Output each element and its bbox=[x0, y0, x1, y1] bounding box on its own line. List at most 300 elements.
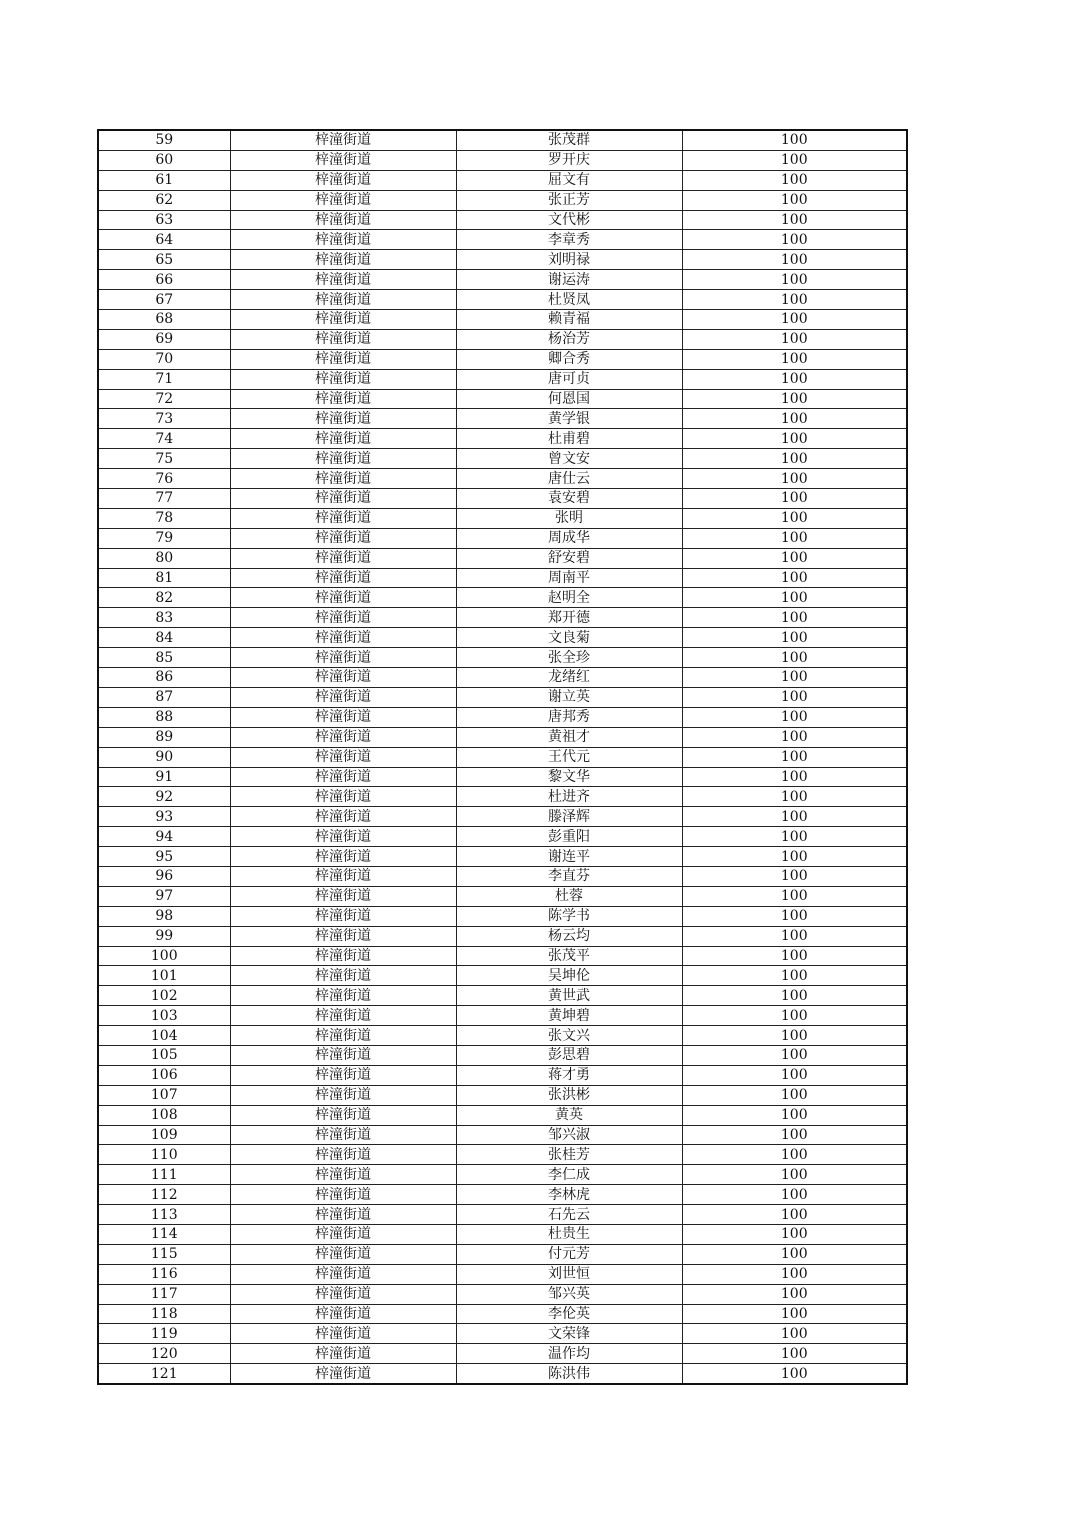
row-number-cell: 81 bbox=[98, 568, 230, 588]
name-cell: 张茂群 bbox=[456, 130, 682, 150]
street-cell: 梓潼街道 bbox=[230, 1264, 456, 1284]
amount-cell: 100 bbox=[682, 349, 907, 369]
table-row bbox=[98, 489, 907, 509]
name-cell: 张文兴 bbox=[456, 1026, 682, 1046]
table-row bbox=[98, 926, 907, 946]
row-number-cell: 93 bbox=[98, 807, 230, 827]
table-row bbox=[98, 290, 907, 310]
street-cell: 梓潼街道 bbox=[230, 548, 456, 568]
name-cell: 张全珍 bbox=[456, 648, 682, 668]
row-number-cell: 89 bbox=[98, 727, 230, 747]
table-row bbox=[98, 1165, 907, 1185]
amount-cell: 100 bbox=[682, 966, 907, 986]
table-row bbox=[98, 707, 907, 727]
table-row bbox=[98, 1224, 907, 1244]
name-cell: 文良菊 bbox=[456, 628, 682, 648]
amount-cell: 100 bbox=[682, 250, 907, 270]
table-row bbox=[98, 369, 907, 389]
name-cell: 杜甫碧 bbox=[456, 429, 682, 449]
street-cell: 梓潼街道 bbox=[230, 588, 456, 608]
name-cell: 李林虎 bbox=[456, 1185, 682, 1205]
name-cell: 李直芬 bbox=[456, 866, 682, 886]
row-number-cell: 68 bbox=[98, 310, 230, 330]
street-cell: 梓潼街道 bbox=[230, 150, 456, 170]
street-cell: 梓潼街道 bbox=[230, 886, 456, 906]
table-body bbox=[98, 130, 907, 1384]
row-number-cell: 112 bbox=[98, 1185, 230, 1205]
name-cell: 彭思碧 bbox=[456, 1045, 682, 1065]
street-cell: 梓潼街道 bbox=[230, 130, 456, 150]
name-cell: 彭重阳 bbox=[456, 827, 682, 847]
table-row bbox=[98, 409, 907, 429]
table-row bbox=[98, 1026, 907, 1046]
name-cell: 文代彬 bbox=[456, 210, 682, 230]
name-cell: 谢连平 bbox=[456, 847, 682, 867]
name-cell: 黄英 bbox=[456, 1105, 682, 1125]
name-cell: 吴坤伦 bbox=[456, 966, 682, 986]
amount-cell: 100 bbox=[682, 1085, 907, 1105]
street-cell: 梓潼街道 bbox=[230, 1125, 456, 1145]
table-row bbox=[98, 687, 907, 707]
street-cell: 梓潼街道 bbox=[230, 1105, 456, 1125]
street-cell: 梓潼街道 bbox=[230, 190, 456, 210]
name-cell: 付元芳 bbox=[456, 1244, 682, 1264]
row-number-cell: 116 bbox=[98, 1264, 230, 1284]
street-cell: 梓潼街道 bbox=[230, 787, 456, 807]
amount-cell: 100 bbox=[682, 1026, 907, 1046]
table-row bbox=[98, 847, 907, 867]
name-cell: 李伦英 bbox=[456, 1304, 682, 1324]
name-cell: 屈文有 bbox=[456, 170, 682, 190]
amount-cell: 100 bbox=[682, 727, 907, 747]
name-cell: 郑开德 bbox=[456, 608, 682, 628]
name-cell: 黄学银 bbox=[456, 409, 682, 429]
table-row bbox=[98, 648, 907, 668]
amount-cell: 100 bbox=[682, 508, 907, 528]
name-cell: 陈学书 bbox=[456, 906, 682, 926]
row-number-cell: 119 bbox=[98, 1324, 230, 1344]
amount-cell: 100 bbox=[682, 449, 907, 469]
amount-cell: 100 bbox=[682, 130, 907, 150]
name-cell: 杨云均 bbox=[456, 926, 682, 946]
row-number-cell: 60 bbox=[98, 150, 230, 170]
table-row bbox=[98, 1264, 907, 1284]
name-cell: 邹兴淑 bbox=[456, 1125, 682, 1145]
street-cell: 梓潼街道 bbox=[230, 847, 456, 867]
row-number-cell: 118 bbox=[98, 1304, 230, 1324]
amount-cell: 100 bbox=[682, 847, 907, 867]
amount-cell: 100 bbox=[682, 747, 907, 767]
amount-cell: 100 bbox=[682, 1165, 907, 1185]
table-row bbox=[98, 230, 907, 250]
row-number-cell: 59 bbox=[98, 130, 230, 150]
street-cell: 梓潼街道 bbox=[230, 926, 456, 946]
street-cell: 梓潼街道 bbox=[230, 1244, 456, 1264]
row-number-cell: 79 bbox=[98, 528, 230, 548]
table-row bbox=[98, 1105, 907, 1125]
amount-cell: 100 bbox=[682, 767, 907, 787]
street-cell: 梓潼街道 bbox=[230, 449, 456, 469]
amount-cell: 100 bbox=[682, 1006, 907, 1026]
table-row bbox=[98, 349, 907, 369]
name-cell: 张明 bbox=[456, 508, 682, 528]
row-number-cell: 97 bbox=[98, 886, 230, 906]
row-number-cell: 121 bbox=[98, 1364, 230, 1384]
amount-cell: 100 bbox=[682, 210, 907, 230]
table-row bbox=[98, 130, 907, 150]
name-cell: 黄世武 bbox=[456, 986, 682, 1006]
amount-cell: 100 bbox=[682, 668, 907, 688]
name-cell: 曾文安 bbox=[456, 449, 682, 469]
amount-cell: 100 bbox=[682, 528, 907, 548]
table-row bbox=[98, 210, 907, 230]
street-cell: 梓潼街道 bbox=[230, 628, 456, 648]
name-cell: 蒋才勇 bbox=[456, 1065, 682, 1085]
street-cell: 梓潼街道 bbox=[230, 270, 456, 290]
table-row bbox=[98, 1045, 907, 1065]
amount-cell: 100 bbox=[682, 1284, 907, 1304]
amount-cell: 100 bbox=[682, 409, 907, 429]
row-number-cell: 62 bbox=[98, 190, 230, 210]
row-number-cell: 78 bbox=[98, 508, 230, 528]
name-cell: 滕泽辉 bbox=[456, 807, 682, 827]
row-number-cell: 88 bbox=[98, 707, 230, 727]
name-cell: 张茂平 bbox=[456, 946, 682, 966]
amount-cell: 100 bbox=[682, 628, 907, 648]
table-row bbox=[98, 469, 907, 489]
table-row bbox=[98, 986, 907, 1006]
table-row bbox=[98, 1065, 907, 1085]
street-cell: 梓潼街道 bbox=[230, 866, 456, 886]
amount-cell: 100 bbox=[682, 807, 907, 827]
street-cell: 梓潼街道 bbox=[230, 329, 456, 349]
table-row bbox=[98, 1284, 907, 1304]
row-number-cell: 109 bbox=[98, 1125, 230, 1145]
row-number-cell: 67 bbox=[98, 290, 230, 310]
name-cell: 杜贤凤 bbox=[456, 290, 682, 310]
table-row bbox=[98, 1085, 907, 1105]
name-cell: 张正芳 bbox=[456, 190, 682, 210]
name-cell: 陈洪伟 bbox=[456, 1364, 682, 1384]
row-number-cell: 87 bbox=[98, 687, 230, 707]
name-cell: 张桂芳 bbox=[456, 1145, 682, 1165]
row-number-cell: 85 bbox=[98, 648, 230, 668]
table-row bbox=[98, 1244, 907, 1264]
amount-cell: 100 bbox=[682, 648, 907, 668]
table-row bbox=[98, 866, 907, 886]
street-cell: 梓潼街道 bbox=[230, 210, 456, 230]
name-cell: 刘世恒 bbox=[456, 1264, 682, 1284]
street-cell: 梓潼街道 bbox=[230, 1165, 456, 1185]
amount-cell: 100 bbox=[682, 906, 907, 926]
row-number-cell: 83 bbox=[98, 608, 230, 628]
row-number-cell: 90 bbox=[98, 747, 230, 767]
street-cell: 梓潼街道 bbox=[230, 946, 456, 966]
row-number-cell: 117 bbox=[98, 1284, 230, 1304]
street-cell: 梓潼街道 bbox=[230, 508, 456, 528]
name-cell: 周成华 bbox=[456, 528, 682, 548]
row-number-cell: 114 bbox=[98, 1224, 230, 1244]
name-cell: 张洪彬 bbox=[456, 1085, 682, 1105]
table-row bbox=[98, 767, 907, 787]
row-number-cell: 107 bbox=[98, 1085, 230, 1105]
table-row bbox=[98, 886, 907, 906]
row-number-cell: 108 bbox=[98, 1105, 230, 1125]
row-number-cell: 104 bbox=[98, 1026, 230, 1046]
table-row bbox=[98, 946, 907, 966]
table-row bbox=[98, 310, 907, 330]
street-cell: 梓潼街道 bbox=[230, 528, 456, 548]
row-number-cell: 74 bbox=[98, 429, 230, 449]
street-cell: 梓潼街道 bbox=[230, 1045, 456, 1065]
row-number-cell: 105 bbox=[98, 1045, 230, 1065]
street-cell: 梓潼街道 bbox=[230, 608, 456, 628]
amount-cell: 100 bbox=[682, 1205, 907, 1225]
name-cell: 李章秀 bbox=[456, 230, 682, 250]
street-cell: 梓潼街道 bbox=[230, 727, 456, 747]
name-cell: 何恩国 bbox=[456, 389, 682, 409]
row-number-cell: 65 bbox=[98, 250, 230, 270]
name-cell: 唐可贞 bbox=[456, 369, 682, 389]
street-cell: 梓潼街道 bbox=[230, 986, 456, 1006]
name-cell: 赵明全 bbox=[456, 588, 682, 608]
row-number-cell: 61 bbox=[98, 170, 230, 190]
street-cell: 梓潼街道 bbox=[230, 648, 456, 668]
street-cell: 梓潼街道 bbox=[230, 906, 456, 926]
amount-cell: 100 bbox=[682, 787, 907, 807]
row-number-cell: 120 bbox=[98, 1344, 230, 1364]
table-row bbox=[98, 1145, 907, 1165]
name-cell: 唐仕云 bbox=[456, 469, 682, 489]
street-cell: 梓潼街道 bbox=[230, 250, 456, 270]
row-number-cell: 110 bbox=[98, 1145, 230, 1165]
row-number-cell: 100 bbox=[98, 946, 230, 966]
table-row bbox=[98, 727, 907, 747]
name-cell: 卿合秀 bbox=[456, 349, 682, 369]
row-number-cell: 113 bbox=[98, 1205, 230, 1225]
table-row bbox=[98, 1185, 907, 1205]
street-cell: 梓潼街道 bbox=[230, 1224, 456, 1244]
table-row bbox=[98, 568, 907, 588]
name-cell: 文荣锋 bbox=[456, 1324, 682, 1344]
street-cell: 梓潼街道 bbox=[230, 389, 456, 409]
table-row bbox=[98, 190, 907, 210]
row-number-cell: 63 bbox=[98, 210, 230, 230]
table-row bbox=[98, 170, 907, 190]
street-cell: 梓潼街道 bbox=[230, 568, 456, 588]
street-cell: 梓潼街道 bbox=[230, 1205, 456, 1225]
name-cell: 杜进齐 bbox=[456, 787, 682, 807]
street-cell: 梓潼街道 bbox=[230, 966, 456, 986]
row-number-cell: 94 bbox=[98, 827, 230, 847]
amount-cell: 100 bbox=[682, 230, 907, 250]
amount-cell: 100 bbox=[682, 1145, 907, 1165]
row-number-cell: 71 bbox=[98, 369, 230, 389]
street-cell: 梓潼街道 bbox=[230, 767, 456, 787]
name-cell: 唐邦秀 bbox=[456, 707, 682, 727]
amount-cell: 100 bbox=[682, 310, 907, 330]
street-cell: 梓潼街道 bbox=[230, 349, 456, 369]
row-number-cell: 75 bbox=[98, 449, 230, 469]
row-number-cell: 115 bbox=[98, 1244, 230, 1264]
row-number-cell: 69 bbox=[98, 329, 230, 349]
row-number-cell: 96 bbox=[98, 866, 230, 886]
amount-cell: 100 bbox=[682, 886, 907, 906]
amount-cell: 100 bbox=[682, 389, 907, 409]
table-row bbox=[98, 1205, 907, 1225]
table-row bbox=[98, 906, 907, 926]
row-number-cell: 80 bbox=[98, 548, 230, 568]
street-cell: 梓潼街道 bbox=[230, 489, 456, 509]
name-cell: 杜蓉 bbox=[456, 886, 682, 906]
amount-cell: 100 bbox=[682, 548, 907, 568]
name-cell: 黄祖才 bbox=[456, 727, 682, 747]
amount-cell: 100 bbox=[682, 1185, 907, 1205]
name-cell: 杜贵生 bbox=[456, 1224, 682, 1244]
street-cell: 梓潼街道 bbox=[230, 687, 456, 707]
amount-cell: 100 bbox=[682, 1324, 907, 1344]
street-cell: 梓潼街道 bbox=[230, 290, 456, 310]
row-number-cell: 73 bbox=[98, 409, 230, 429]
street-cell: 梓潼街道 bbox=[230, 1185, 456, 1205]
amount-cell: 100 bbox=[682, 827, 907, 847]
row-number-cell: 72 bbox=[98, 389, 230, 409]
street-cell: 梓潼街道 bbox=[230, 1026, 456, 1046]
table-row bbox=[98, 668, 907, 688]
amount-cell: 100 bbox=[682, 329, 907, 349]
name-cell: 刘明禄 bbox=[456, 250, 682, 270]
amount-cell: 100 bbox=[682, 1125, 907, 1145]
street-cell: 梓潼街道 bbox=[230, 1145, 456, 1165]
amount-cell: 100 bbox=[682, 866, 907, 886]
street-cell: 梓潼街道 bbox=[230, 707, 456, 727]
amount-cell: 100 bbox=[682, 190, 907, 210]
name-cell: 袁安碧 bbox=[456, 489, 682, 509]
amount-cell: 100 bbox=[682, 608, 907, 628]
name-cell: 石先云 bbox=[456, 1205, 682, 1225]
street-cell: 梓潼街道 bbox=[230, 230, 456, 250]
amount-cell: 100 bbox=[682, 588, 907, 608]
street-cell: 梓潼街道 bbox=[230, 1006, 456, 1026]
table-row bbox=[98, 966, 907, 986]
row-number-cell: 102 bbox=[98, 986, 230, 1006]
amount-cell: 100 bbox=[682, 1244, 907, 1264]
amount-cell: 100 bbox=[682, 707, 907, 727]
street-cell: 梓潼街道 bbox=[230, 469, 456, 489]
street-cell: 梓潼街道 bbox=[230, 807, 456, 827]
table-row bbox=[98, 1006, 907, 1026]
row-number-cell: 70 bbox=[98, 349, 230, 369]
name-cell: 黄坤碧 bbox=[456, 1006, 682, 1026]
street-cell: 梓潼街道 bbox=[230, 1324, 456, 1344]
amount-cell: 100 bbox=[682, 946, 907, 966]
amount-cell: 100 bbox=[682, 170, 907, 190]
street-cell: 梓潼街道 bbox=[230, 409, 456, 429]
amount-cell: 100 bbox=[682, 926, 907, 946]
amount-cell: 100 bbox=[682, 568, 907, 588]
name-cell: 罗开庆 bbox=[456, 150, 682, 170]
table-row bbox=[98, 548, 907, 568]
row-number-cell: 91 bbox=[98, 767, 230, 787]
row-number-cell: 92 bbox=[98, 787, 230, 807]
table-row bbox=[98, 270, 907, 290]
row-number-cell: 101 bbox=[98, 966, 230, 986]
row-number-cell: 76 bbox=[98, 469, 230, 489]
amount-cell: 100 bbox=[682, 290, 907, 310]
row-number-cell: 86 bbox=[98, 668, 230, 688]
amount-cell: 100 bbox=[682, 270, 907, 290]
data-table bbox=[97, 129, 908, 1385]
table-row bbox=[98, 150, 907, 170]
street-cell: 梓潼街道 bbox=[230, 1344, 456, 1364]
table-row bbox=[98, 449, 907, 469]
name-cell: 周南平 bbox=[456, 568, 682, 588]
street-cell: 梓潼街道 bbox=[230, 747, 456, 767]
amount-cell: 100 bbox=[682, 1344, 907, 1364]
street-cell: 梓潼街道 bbox=[230, 310, 456, 330]
table-row bbox=[98, 807, 907, 827]
row-number-cell: 64 bbox=[98, 230, 230, 250]
row-number-cell: 77 bbox=[98, 489, 230, 509]
street-cell: 梓潼街道 bbox=[230, 1364, 456, 1384]
street-cell: 梓潼街道 bbox=[230, 170, 456, 190]
name-cell: 龙绪红 bbox=[456, 668, 682, 688]
amount-cell: 100 bbox=[682, 369, 907, 389]
street-cell: 梓潼街道 bbox=[230, 1284, 456, 1304]
table-row bbox=[98, 1364, 907, 1384]
street-cell: 梓潼街道 bbox=[230, 429, 456, 449]
amount-cell: 100 bbox=[682, 1304, 907, 1324]
street-cell: 梓潼街道 bbox=[230, 827, 456, 847]
table-row bbox=[98, 787, 907, 807]
row-number-cell: 98 bbox=[98, 906, 230, 926]
table-row bbox=[98, 508, 907, 528]
table-row bbox=[98, 528, 907, 548]
table-row bbox=[98, 329, 907, 349]
amount-cell: 100 bbox=[682, 150, 907, 170]
name-cell: 邹兴英 bbox=[456, 1284, 682, 1304]
table-row bbox=[98, 1344, 907, 1364]
table-row bbox=[98, 588, 907, 608]
table-row bbox=[98, 628, 907, 648]
row-number-cell: 103 bbox=[98, 1006, 230, 1026]
table-row bbox=[98, 1125, 907, 1145]
table-row bbox=[98, 250, 907, 270]
row-number-cell: 111 bbox=[98, 1165, 230, 1185]
street-cell: 梓潼街道 bbox=[230, 1085, 456, 1105]
row-number-cell: 95 bbox=[98, 847, 230, 867]
amount-cell: 100 bbox=[682, 429, 907, 449]
amount-cell: 100 bbox=[682, 469, 907, 489]
amount-cell: 100 bbox=[682, 489, 907, 509]
table-row bbox=[98, 1304, 907, 1324]
table-row bbox=[98, 1324, 907, 1344]
amount-cell: 100 bbox=[682, 1224, 907, 1244]
row-number-cell: 84 bbox=[98, 628, 230, 648]
name-cell: 谢立英 bbox=[456, 687, 682, 707]
row-number-cell: 82 bbox=[98, 588, 230, 608]
name-cell: 王代元 bbox=[456, 747, 682, 767]
amount-cell: 100 bbox=[682, 986, 907, 1006]
table-row bbox=[98, 389, 907, 409]
table-row bbox=[98, 429, 907, 449]
amount-cell: 100 bbox=[682, 687, 907, 707]
table-row bbox=[98, 608, 907, 628]
street-cell: 梓潼街道 bbox=[230, 668, 456, 688]
name-cell: 赖青福 bbox=[456, 310, 682, 330]
street-cell: 梓潼街道 bbox=[230, 1065, 456, 1085]
amount-cell: 100 bbox=[682, 1105, 907, 1125]
